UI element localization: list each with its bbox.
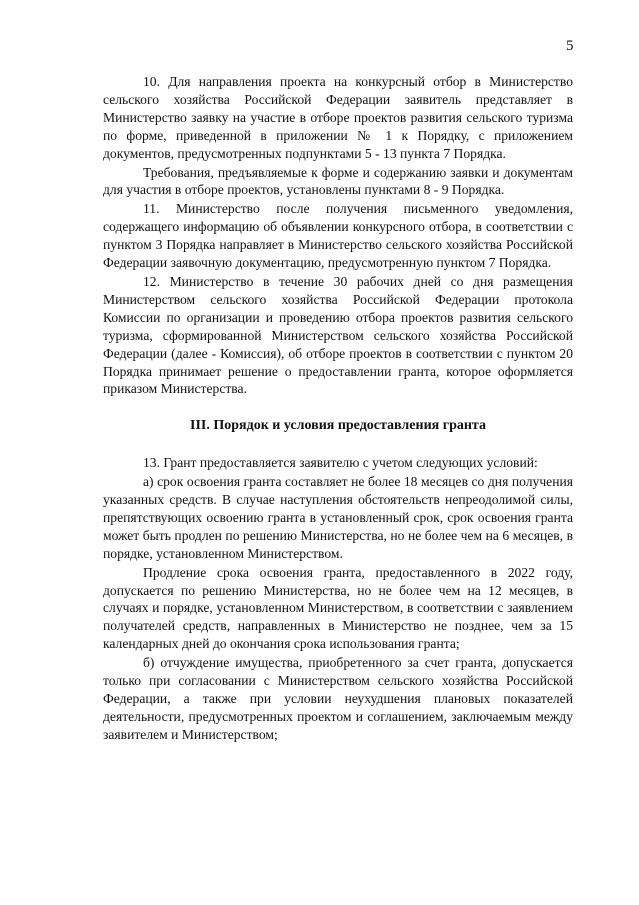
page-number: 5 xyxy=(566,38,574,54)
paragraph-requirements: Требования, предъявляемые к форме и содержанию заявки и документам для участия в отборе проектов, установлены пунктами 8 - 9 Порядка. xyxy=(103,164,573,198)
paragraph-12: 12. Министерство в течение 30 рабочих дней со дня размещения Министерством сельского хозяйства Российской Федерации протокола Комиссии по организации и проведению отбора проектов развития сельского туризма, сформированной Министерством сельского хозяйства Российской Федерации (далее - Комиссия), об отборе проектов в соответствии с пунктом 20 Порядка принимает решение о предоставлении гранта, которое оформляется приказом Министерства. xyxy=(103,273,573,397)
paragraph-13b: б) отчуждение имущества, приобретенного за счет гранта, допускается только при согласовании с Министерством сельского хозяйства Российской Федерации, а также при условии неухудшения плановых показателей деятельности, предусмотренных проектом и соглашением, заключаемым между заявителем и Министерством; xyxy=(103,655,573,742)
paragraph-13: 13. Грант предоставляется заявителю с учетом следующих условий: xyxy=(143,455,538,471)
section-title: III. Порядок и условия предоставления гранта xyxy=(190,418,486,434)
paragraph-11: 11. Министерство после получения письменного уведомления, содержащего информацию об объявлении конкурсного отбора, в соответствии с пунктом 3 Порядка направляет в Министерство сельского хозяйства Российской Федерации заявочную документацию, предусмотренную пунктом 7 Порядка. xyxy=(103,201,573,271)
paragraph-13a: а) срок освоения гранта составляет не более 18 месяцев со дня получения указанных средств. В случае наступления обстоятельств непреодолимой силы, препятствующих освоению гранта в установленный срок, срок освоения гранта может быть продлен по решению Министерства, но не более чем на 6 месяцев, в порядке, установленном Министерством. xyxy=(103,474,573,561)
paragraph-10: 10. Для направления проекта на конкурсный отбор в Министерство сельского хозяйства Российской Федерации заявитель представляет в Министерство заявку на участие в отборе проектов развития сельского туризма по форме, приведенной в приложении № 1 к Порядку, с приложением документов, предусмотренных подпунктами 5 - 13 пункта 7 Порядка. xyxy=(103,74,573,161)
document-body xyxy=(103,73,573,744)
paragraph-extension: Продление срока освоения гранта, предоставленного в 2022 году, допускается по решению Министерства, но не более чем на 12 месяцев, в случаях и порядке, установленном Министерством, в соответствии с заявлением получателей средств, направленных в Министерство не позднее, чем за 15 календарных дней до окончания срока использования гранта; xyxy=(103,564,573,652)
